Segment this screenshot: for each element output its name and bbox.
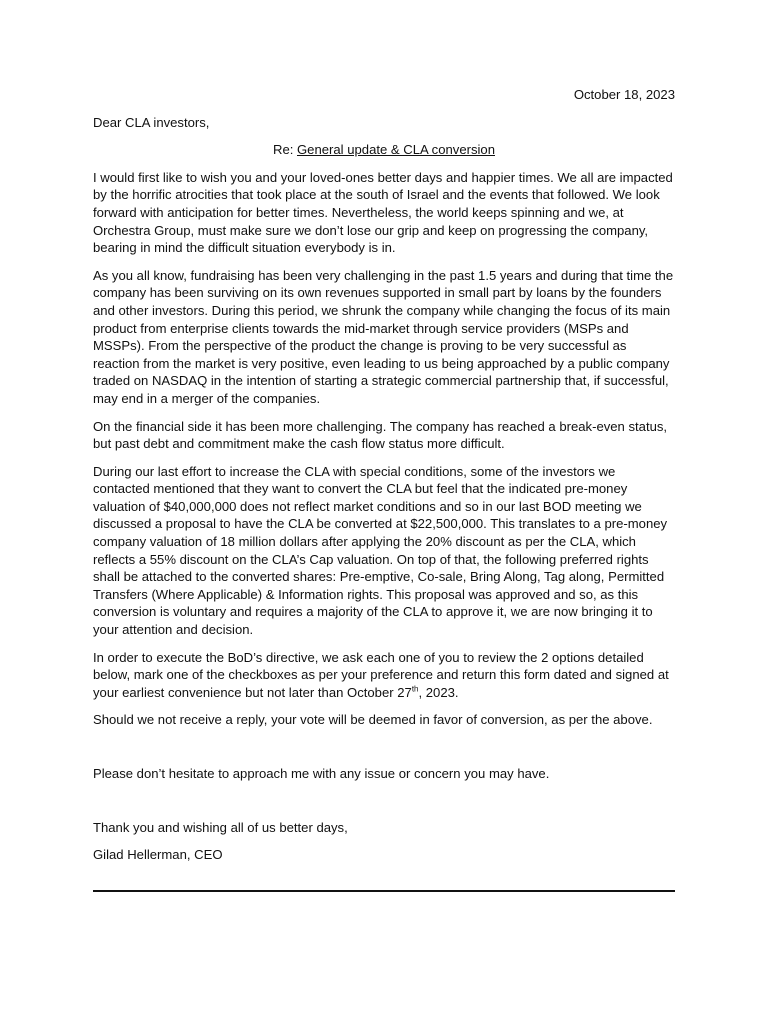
paragraph-directive [93,649,675,702]
signature-line: Gilad Hellerman, CEO [93,847,223,863]
letter-date: October 18, 2023 [573,87,675,102]
horizontal-rule [93,890,675,892]
paragraph-wishes: I would first like to wish you and your loved-ones better days and happier times. We all are impacted by the horrific atrocities that took place at the south of Israel and the events that followed. We look forward with anticipation for better times. Nevertheless, the world keeps spinning and we, at Orchestra Group, must make sure we don’t lose our grip and keep on progressing the company, bearing in mind the difficult situation everybody is in. [93,169,673,256]
letter-page [93,86,675,892]
subject-title: General update & CLA conversion [297,142,495,158]
salutation: Dear CLA investors, [93,114,210,130]
paragraph-fundraising: As you all know, fundraising has been very challenging in the past 1.5 years and during that time the company has been surviving on its own revenues supported in small part by loans by the founders and other investors. During this period, we shrunk the company while changing the focus of its main product from enterprise clients towards the mid-market through service providers (MSPs and MSSPs). From the perspective of the product the change is proving to be very successful as reaction from the market is very positive, even leading to us being approached by a public company traded on NASDAQ in the intention of starting a strategic commercial partnership that, if successful, may end in a merger of the companies. [93,267,674,406]
directive-text: In order to execute the BoD’s directive, we ask each one of you to review the 2 options detailed below, mark one of the checkboxes as per your preference and return this form dated and signed at your earliest convenience but not later than October 27 [93,649,669,700]
subject-line [93,141,675,159]
subject-prefix: Re: [272,142,297,158]
closing-line: Thank you and wishing all of us better days, [93,819,348,835]
directive-text-end: , 2023. [418,684,459,700]
spacer [93,729,675,755]
paragraph-contact: Please don’t hesitate to approach me with any issue or concern you may have. [93,766,550,781]
paragraph-conversion-proposal: During our last effort to increase the CLA with special conditions, some of the investors we contacted mentioned that they want to convert the CLA but feel that the indicated pre-money valuation of $40,000,000 does not reflect market conditions and so in our last BOD meeting we discussed a proposal to have the CLA be converted at $22,500,000. This translates to a pre-money company valuation of 18 million dollars after applying the 20% discount as per the CLA, which reflects a 55% discount on the CLA’s Cap valuation. On top of that, the following preferred rights shall be attached to the converted shares: Pre-emptive, Co-sale, Bring Along, Tag along, Permitted Transfers (Where Applicable) & Information rights. This proposal was approved and so, as this conversion is voluntary and requires a majority of the CLA to approve it, we are now bringing it to your attention and decision. [93,463,668,638]
spacer [93,783,675,809]
directive-superscript: th [411,684,419,694]
paragraph-financial: On the financial side it has been more challenging. The company has reached a break-even status, but past debt and commitment make the cash flow status more difficult. [93,418,668,452]
paragraph-no-reply: Should we not receive a reply, your vote will be deemed in favor of conversion, as per the above. [93,712,653,728]
